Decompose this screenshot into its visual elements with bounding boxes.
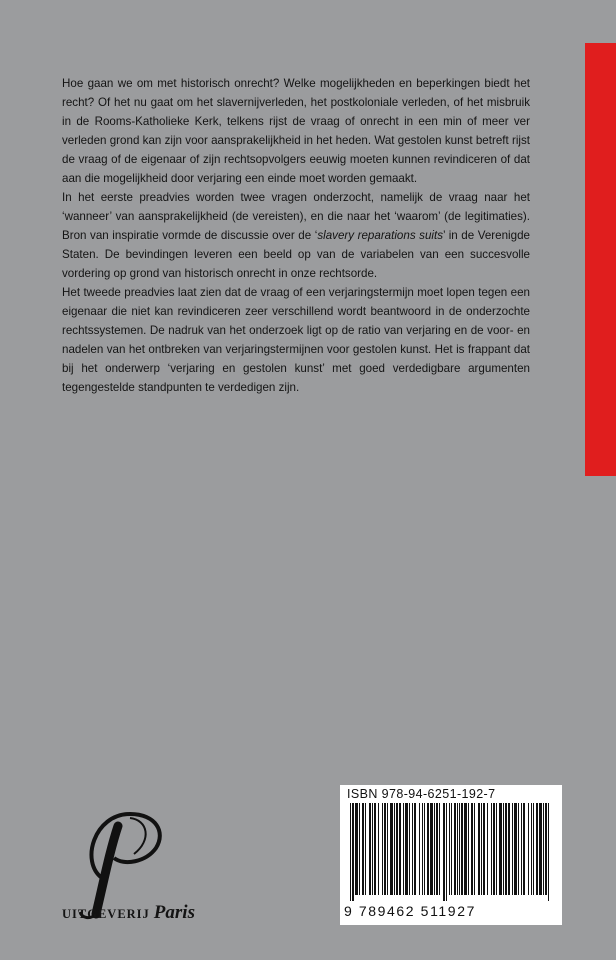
barcode-bar: [409, 803, 410, 895]
blurb-paragraph-2: [62, 188, 530, 283]
isbn-barcode-box: [340, 785, 562, 925]
barcode-bar: [545, 803, 547, 895]
barcode-bar: [491, 803, 492, 895]
barcode-bar: [403, 803, 404, 895]
barcode-bar: [359, 803, 360, 895]
barcode-bar: [523, 803, 525, 895]
barcode-bar: [378, 803, 379, 895]
barcode-bar: [531, 803, 532, 895]
barcode-bar: [446, 803, 447, 901]
barcode-bar: [387, 803, 388, 895]
barcode-bar: [382, 803, 383, 895]
barcode-bar: [449, 803, 450, 895]
barcode-bar: [468, 803, 469, 895]
barcode-bar: [518, 803, 519, 895]
barcode-bar: [427, 803, 429, 895]
barcode-bar: [493, 803, 495, 895]
barcode-bar: [459, 803, 460, 895]
back-cover-blurb: [62, 74, 530, 397]
publisher-brand: Paris: [153, 902, 195, 923]
barcode-bar: [405, 803, 408, 895]
barcode-digits: 9 789462 511927: [344, 903, 476, 919]
isbn-label: ISBN 978-94-6251-192-7: [347, 787, 496, 801]
barcode-bar: [439, 803, 440, 895]
barcode-bar: [505, 803, 507, 895]
blurb-paragraph-3: Het tweede preadvies laat zien dat de vraag of een verjaringstermijn moet lopen tegen een eigenaar die niet kan revindiceren zeer verschillend wordt beantwoord in de onderzochte rechtssystemen. De nadruk van het onderzoek ligt op de ratio van verjaring en de voor- en nadelen van het ontbreken van verjaringstermijnen voor gestolen kunst. Het is frappant dat bij het onderwerp ‘verjaring en gestolen kunst’ met goed verdedigbare argumenten tegengestelde standpunten te verdedigen zijn.: [62, 286, 530, 394]
barcode-bar: [414, 803, 416, 895]
barcode-bar: [457, 803, 458, 895]
barcode-bar: [451, 803, 452, 895]
barcode-bar: [464, 803, 467, 895]
barcode: [350, 803, 552, 901]
accent-band: [585, 43, 616, 476]
barcode-bar: [384, 803, 386, 895]
barcode-bar: [372, 803, 373, 895]
blurb-italic-term: slavery reparations suits: [317, 229, 444, 242]
barcode-bar: [454, 803, 456, 895]
barcode-bar: [443, 803, 445, 901]
blurb-paragraph-2-end: ’ in de Verenigde Staten. De bevindingen leveren een beeld op van de variabelen van een succesvolle vordering op grond van historisch onrecht in onze rechtsorde.: [62, 229, 530, 280]
publisher-name: [62, 902, 195, 924]
barcode-bar: [396, 803, 398, 895]
barcode-bar: [365, 803, 366, 895]
barcode-bar: [419, 803, 420, 895]
barcode-bar: [369, 803, 371, 895]
barcode-bar: [521, 803, 522, 895]
barcode-bar: [536, 803, 538, 895]
blurb-paragraph-2-start: In het eerste preadvies worden twee vragen onderzocht, namelijk de vraag naar het ‘wanneer’ van aansprakelijkheid (de vereisten), en die naar het ‘waarom’ (de legitimaties). Bron van inspiratie vormde de discussie over de ‘: [62, 191, 530, 242]
barcode-bar: [528, 803, 529, 895]
blurb-paragraph-1: Hoe gaan we om met historisch onrecht? Welke mogelijkheden en beperkingen biedt het recht? Of het nu gaat om het slavernijverleden, het postkoloniale verleden, of het misbruik in de Rooms-Katholieke Kerk, telkens rijst de vraag of onrecht in een min of meer ver verleden grond kan zijn voor aansprakelijkheid in het heden. Wat gestolen kunst betreft rijst de vraag of de eigenaar of zijn rechtsopvolgers eeuwig moeten kunnen revindiceren of dat aan die mogelijkheid door verjaring een einde moet worden gemaakt.: [62, 77, 530, 185]
barcode-bar: [412, 803, 413, 895]
barcode-bar: [424, 803, 425, 895]
barcode-bar: [355, 803, 358, 895]
barcode-bar: [503, 803, 504, 895]
barcode-bar: [512, 803, 513, 895]
barcode-bar: [496, 803, 497, 895]
barcode-bar: [514, 803, 517, 895]
barcode-bar: [362, 803, 364, 895]
barcode-bar: [499, 803, 502, 895]
barcode-bar: [399, 803, 401, 895]
barcode-bar: [543, 803, 544, 895]
barcode-bar: [352, 803, 354, 901]
barcode-bar: [461, 803, 463, 895]
barcode-bar: [474, 803, 475, 895]
barcode-bar: [487, 803, 488, 895]
barcode-bar: [374, 803, 376, 895]
publisher-label: UITGEVERIJ: [62, 907, 150, 921]
barcode-bar: [533, 803, 534, 895]
barcode-bar: [539, 803, 542, 895]
barcode-bar: [394, 803, 395, 895]
barcode-bar: [350, 803, 351, 901]
barcode-bar: [478, 803, 480, 895]
barcode-bar: [508, 803, 510, 895]
barcode-bar: [436, 803, 438, 895]
barcode-bar: [471, 803, 473, 895]
barcode-bar: [548, 803, 549, 901]
barcode-bar: [481, 803, 482, 895]
barcode-bar: [434, 803, 435, 895]
barcode-bar: [390, 803, 393, 895]
barcode-bar: [430, 803, 433, 895]
barcode-bar: [422, 803, 423, 895]
barcode-bar: [483, 803, 485, 895]
